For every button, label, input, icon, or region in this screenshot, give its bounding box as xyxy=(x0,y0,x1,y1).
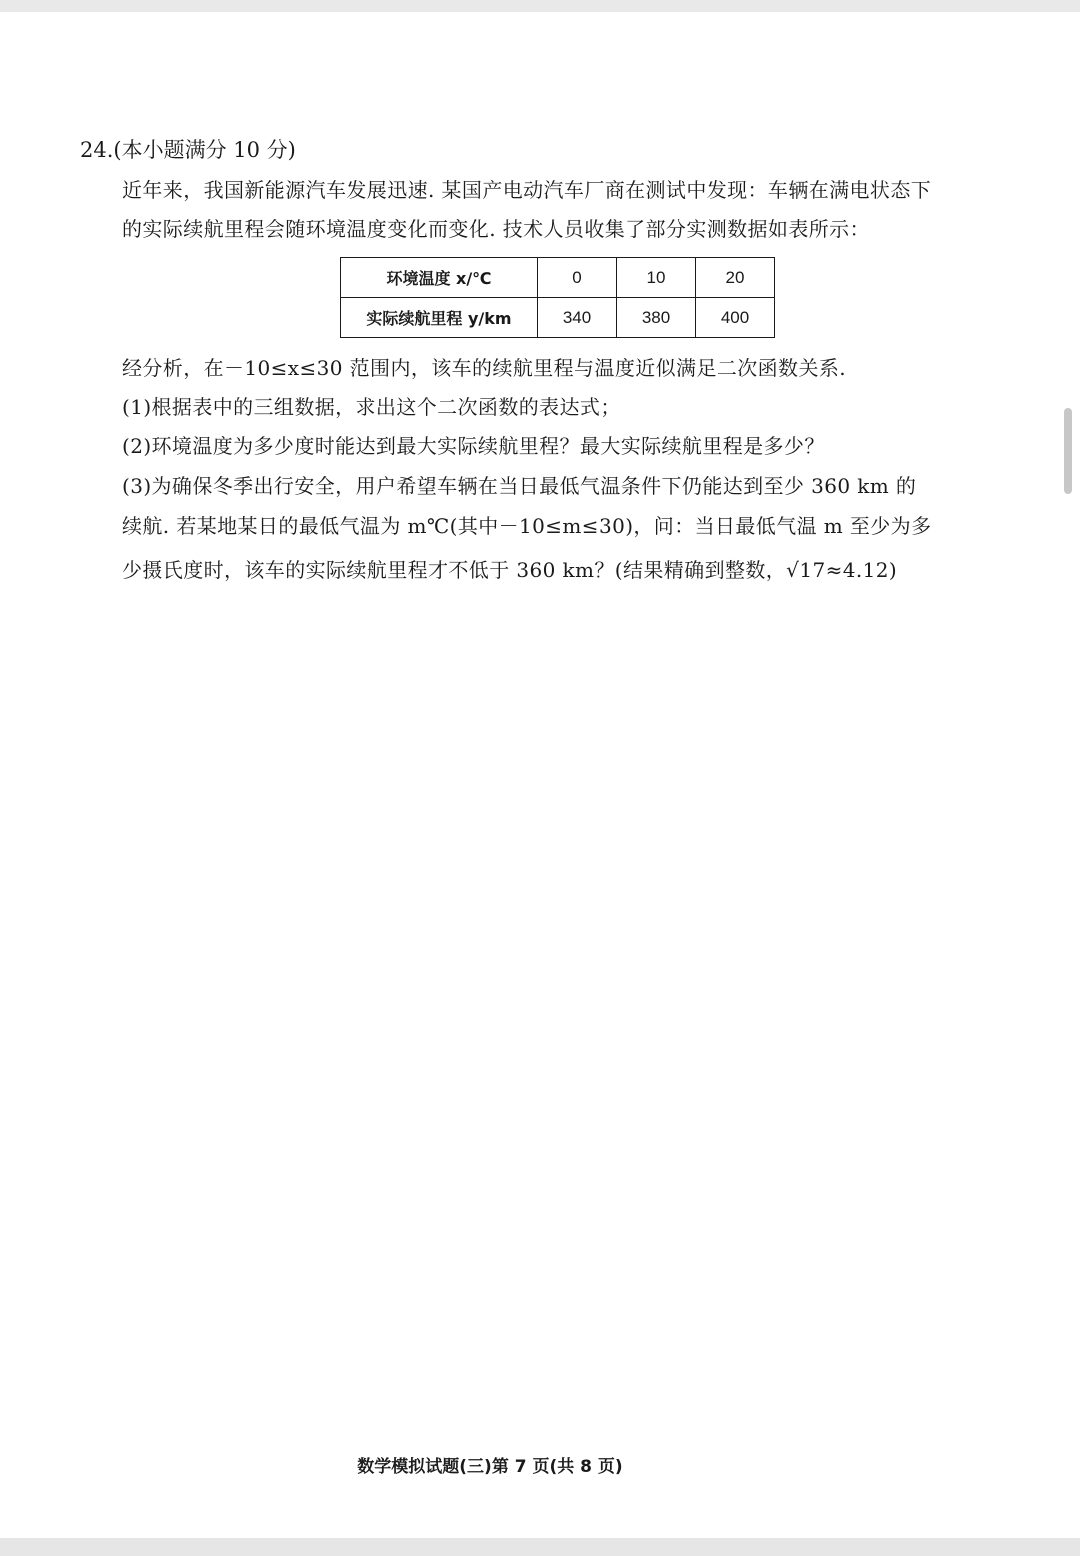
table-cell: 400 xyxy=(696,298,775,338)
intro-line-1: 近年来，我国新能源汽车发展迅速. 某国产电动汽车厂商在测试中发现：车辆在满电状态下 xyxy=(122,178,932,202)
data-table xyxy=(340,257,775,338)
analysis-text: 经分析，在－10≤x≤30 范围内，该车的续航里程与温度近似满足二次函数关系. xyxy=(122,356,847,380)
part-3-line-3: 少摄氏度时，该车的实际续航里程才不低于 360 km？(结果精确到整数，√17≈4.12) xyxy=(122,558,898,582)
table-cell: 10 xyxy=(617,258,696,298)
part-3-line-2: 续航. 若某地某日的最低气温为 m℃(其中－10≤m≤30)，问：当日最低气温 m 至少为多 xyxy=(122,514,932,538)
bottom-edge-band xyxy=(0,1538,1080,1556)
table-row xyxy=(341,298,775,338)
page-footer: 数学模拟试题(三)第 7 页(共 8 页) xyxy=(357,1457,623,1477)
scrollbar-thumb[interactable] xyxy=(1064,408,1072,494)
row-header-temperature: 环境温度 x/℃ xyxy=(341,258,538,298)
table-cell: 20 xyxy=(696,258,775,298)
part-1: (1)根据表中的三组数据，求出这个二次函数的表达式； xyxy=(122,395,621,419)
intro-line-2: 的实际续航里程会随环境温度变化而变化. 技术人员收集了部分实测数据如表所示： xyxy=(122,217,870,241)
part-3-line-1: (3)为确保冬季出行安全，用户希望车辆在当日最低气温条件下仍能达到至少 360 km 的 xyxy=(122,474,917,498)
question-header: 24.(本小题满分 10 分) xyxy=(80,138,296,162)
table-cell: 380 xyxy=(617,298,696,338)
part-2: (2)环境温度为多少度时能达到最大实际续航里程？最大实际续航里程是多少？ xyxy=(122,434,825,458)
row-header-range: 实际续航里程 y/km xyxy=(341,298,538,338)
table-row xyxy=(341,258,775,298)
table-cell: 0 xyxy=(538,258,617,298)
top-edge-band xyxy=(0,0,1080,12)
table-cell: 340 xyxy=(538,298,617,338)
